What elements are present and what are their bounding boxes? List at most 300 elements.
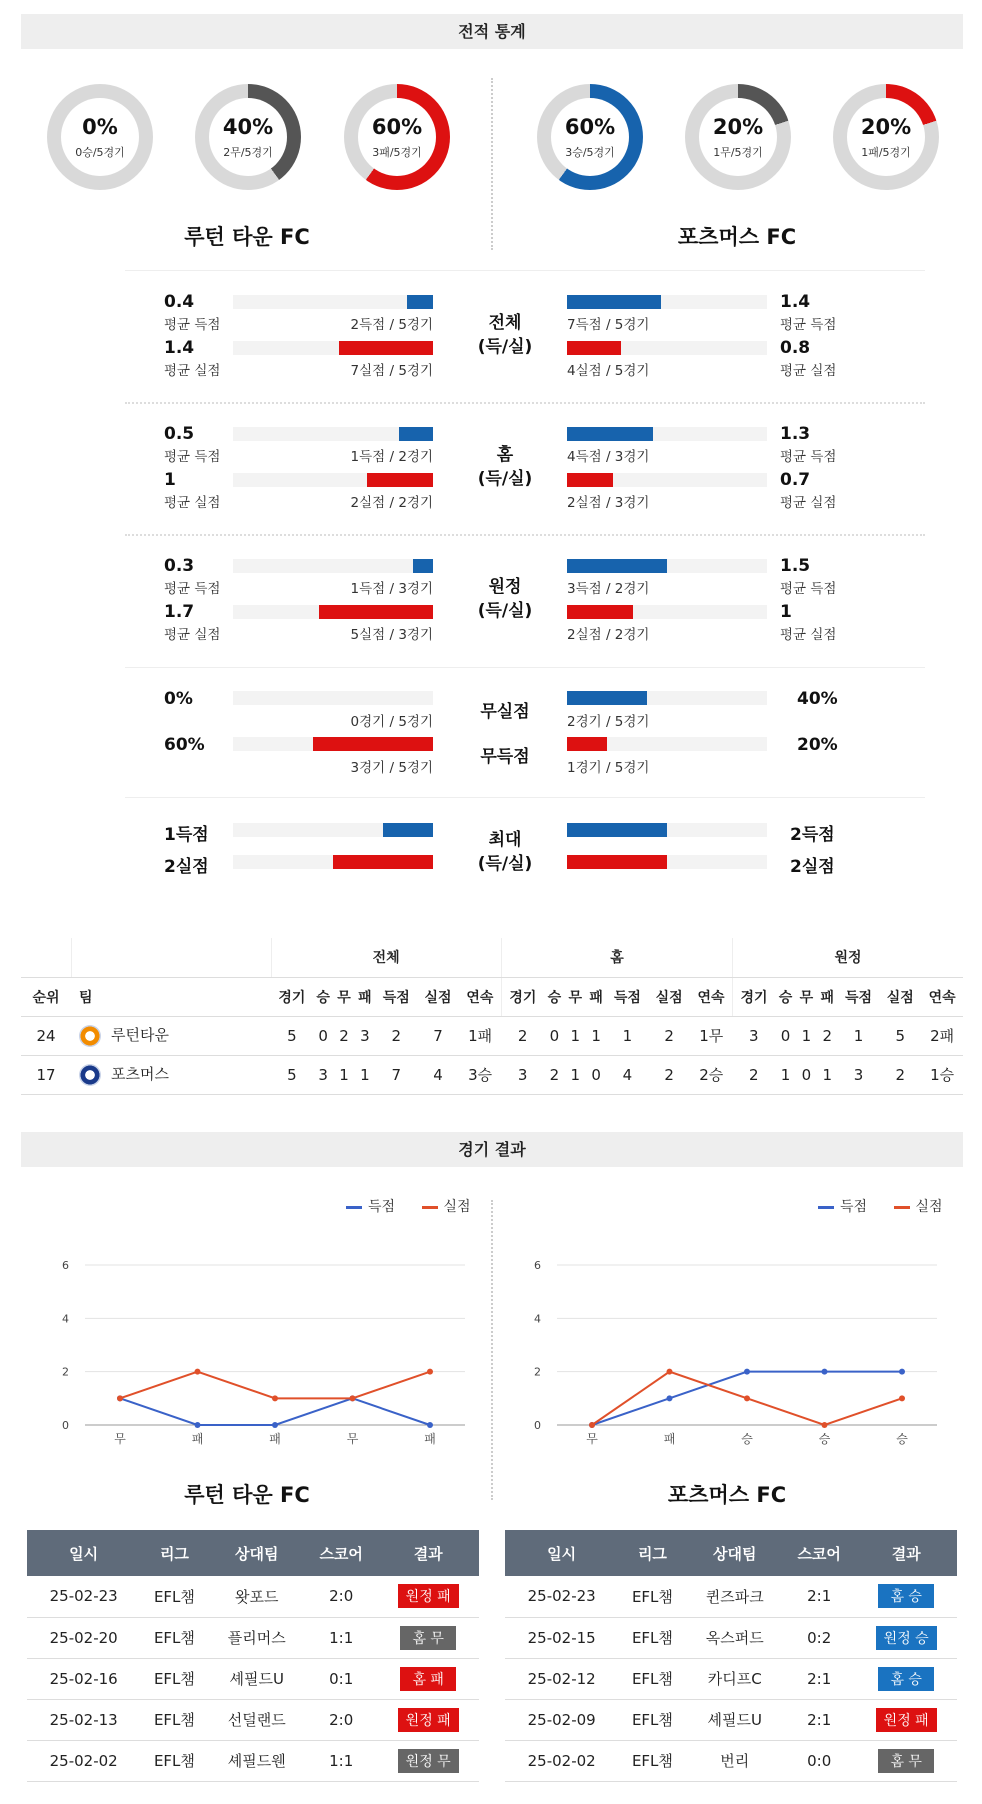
block-label-main: 원정	[488, 577, 522, 597]
team-logo-icon	[79, 1064, 101, 1086]
group-all: 전체	[271, 938, 501, 977]
block-label-sub: (득/실)	[477, 469, 533, 489]
match-date: 25-02-15	[505, 1617, 618, 1658]
x-tick-label: 승	[896, 1432, 908, 1445]
portsmouth-stat-label: 평균 실점	[780, 495, 837, 511]
portsmouth-rate-value: 20%	[797, 735, 838, 755]
stat-cell-home: 1무	[690, 1016, 733, 1055]
portsmouth-results-chart	[527, 1245, 947, 1445]
result-badge: 원정 무	[398, 1749, 459, 1773]
x-tick-label: 승	[818, 1432, 831, 1445]
stat-cell-away: 1	[796, 1016, 817, 1055]
match-league: EFL챔	[140, 1576, 208, 1617]
block-label-sub: (득/실)	[477, 601, 533, 621]
separator	[125, 402, 925, 404]
conceded-point	[899, 1395, 905, 1401]
sub-header: 승	[313, 977, 334, 1016]
match-league: EFL챔	[618, 1617, 686, 1658]
x-tick-label: 승	[741, 1432, 753, 1445]
match-date: 25-02-23	[505, 1576, 618, 1617]
match-row[interactable]	[27, 1699, 479, 1740]
rank-header: 순위	[21, 977, 71, 1016]
x-tick-label: 무	[114, 1432, 126, 1445]
portsmouth-rate-bar	[567, 737, 607, 751]
match-date: 25-02-13	[27, 1699, 140, 1740]
block-label-main: 홈	[496, 445, 514, 465]
stat-cell-all: 1	[334, 1055, 355, 1094]
conceded-line	[120, 1372, 430, 1399]
standings-row	[21, 1016, 963, 1055]
donut-subtext: 2무/5경기	[223, 146, 273, 159]
match-score: 1:1	[305, 1740, 377, 1781]
y-tick-label: 0	[534, 1419, 541, 1432]
match-row[interactable]	[505, 1658, 957, 1699]
donut-percent: 60%	[371, 115, 423, 139]
luton-chart-legend	[346, 1196, 471, 1216]
team-name[interactable]: 포츠머스	[111, 1065, 169, 1084]
stat-cell-all: 1패	[459, 1016, 502, 1055]
donut-percent: 0%	[82, 115, 118, 139]
luton-stat-label: 평균 득점	[164, 581, 221, 597]
stat-cell-home: 1	[565, 1016, 586, 1055]
rank-cell: 24	[21, 1016, 71, 1055]
result-badge: 원정 패	[398, 1708, 459, 1732]
x-tick-label: 패	[424, 1432, 436, 1445]
portsmouth-stat-value: 0.7	[780, 470, 811, 490]
match-result-cell	[855, 1658, 957, 1699]
sub-header: 무	[796, 977, 817, 1016]
match-opponent: 퀸즈파크	[687, 1576, 783, 1617]
stat-cell-home: 0	[586, 1055, 607, 1094]
block-label-main: 전체	[488, 313, 522, 333]
record-donut	[537, 84, 643, 190]
luton-stat-value: 0.4	[164, 292, 195, 312]
portsmouth-stat-bar	[567, 427, 653, 441]
portsmouth-results-title: 포츠머스 FC	[667, 1483, 787, 1507]
portsmouth-stat-caption: 3득점 / 2경기	[567, 581, 650, 597]
match-opponent: 카디프C	[687, 1658, 783, 1699]
match-row[interactable]	[505, 1699, 957, 1740]
sub-header: 실점	[879, 977, 921, 1016]
match-date: 25-02-12	[505, 1658, 618, 1699]
match-score: 2:1	[783, 1658, 855, 1699]
luton-stat-label: 평균 득점	[164, 317, 221, 333]
luton-stat-bar	[367, 473, 433, 487]
legend-conceded: 실점	[894, 1199, 943, 1215]
conceded-point	[117, 1395, 123, 1401]
match-row[interactable]	[27, 1740, 479, 1781]
results-column-header: 리그	[618, 1530, 686, 1576]
luton-stat-label: 평균 실점	[164, 495, 221, 511]
portsmouth-stat-value: 1.4	[780, 292, 811, 312]
portsmouth-stat-caption: 4실점 / 5경기	[567, 363, 650, 379]
conceded-point	[822, 1422, 828, 1428]
match-date: 25-02-09	[505, 1699, 618, 1740]
results-column-header: 리그	[140, 1530, 208, 1576]
results-header: 경기 결과	[21, 1132, 963, 1167]
luton-rate-value: 60%	[164, 735, 205, 755]
match-result-cell	[377, 1617, 479, 1658]
luton-stat-bar	[399, 427, 433, 441]
match-date: 25-02-23	[27, 1576, 140, 1617]
portsmouth-stat-label: 평균 실점	[780, 363, 837, 379]
result-badge: 홈 승	[878, 1667, 934, 1691]
match-score: 0:2	[783, 1617, 855, 1658]
block-label-sub: (득/실)	[477, 337, 533, 357]
luton-stat-caption: 2득점 / 5경기	[350, 317, 433, 333]
match-league: EFL챔	[140, 1740, 208, 1781]
portsmouth-stat-bar	[567, 473, 613, 487]
result-badge: 홈 승	[878, 1584, 934, 1608]
sub-header: 연속	[690, 977, 733, 1016]
max-label-main: 최대	[488, 830, 522, 850]
portsmouth-stat-bar	[567, 295, 661, 309]
portsmouth-stat-caption: 2실점 / 2경기	[567, 627, 650, 643]
stat-cell-away: 1	[817, 1055, 838, 1094]
match-league: EFL챔	[618, 1658, 686, 1699]
y-tick-label: 4	[62, 1312, 69, 1326]
sub-header: 실점	[648, 977, 690, 1016]
luton-stat-value: 1.4	[164, 338, 195, 358]
stat-cell-away: 0	[796, 1055, 817, 1094]
portsmouth-results-table	[505, 1530, 957, 1782]
no-concede-label: 무실점	[480, 702, 530, 722]
conceded-point	[272, 1395, 278, 1401]
luton-results-chart	[55, 1245, 475, 1445]
portsmouth-stat-value: 1.3	[780, 424, 811, 444]
donut-subtext: 1무/5경기	[713, 146, 763, 159]
scored-point	[272, 1422, 278, 1428]
result-badge: 홈 무	[878, 1749, 934, 1773]
match-league: EFL챔	[618, 1740, 686, 1781]
luton-rate-value: 0%	[164, 689, 193, 709]
match-league: EFL챔	[140, 1699, 208, 1740]
results-column-header: 결과	[377, 1530, 479, 1576]
luton-max-bar	[333, 855, 433, 869]
portsmouth-stat-label: 평균 실점	[780, 627, 837, 643]
sub-header: 득점	[607, 977, 649, 1016]
match-opponent: 플리머스	[209, 1617, 305, 1658]
luton-max-value: 2실점	[164, 857, 209, 877]
result-badge: 원정 패	[398, 1584, 459, 1608]
sub-header: 경기	[733, 977, 776, 1016]
scored-point	[899, 1369, 905, 1375]
donut-percent: 20%	[712, 115, 764, 139]
portsmouth-stat-value: 1	[780, 602, 792, 622]
donut-percent: 20%	[860, 115, 912, 139]
portsmouth-stat-label: 평균 득점	[780, 317, 837, 333]
luton-stat-bar	[339, 341, 433, 355]
match-score: 0:0	[783, 1740, 855, 1781]
separator	[125, 797, 925, 798]
results-column-header: 일시	[505, 1530, 618, 1576]
match-opponent: 번리	[687, 1740, 783, 1781]
stat-cell-all: 7	[417, 1016, 459, 1055]
standings-group-header-row	[21, 938, 963, 977]
result-badge: 원정 승	[876, 1626, 937, 1650]
luton-stat-bar	[319, 605, 433, 619]
match-score: 2:1	[783, 1699, 855, 1740]
luton-stat-caption: 1득점 / 2경기	[350, 449, 433, 465]
portsmouth-max-value: 2실점	[790, 857, 835, 877]
match-date: 25-02-16	[27, 1658, 140, 1699]
match-row[interactable]	[505, 1740, 957, 1781]
y-tick-label: 4	[534, 1312, 541, 1326]
match-league: EFL챔	[618, 1576, 686, 1617]
results-column-header: 스코어	[783, 1530, 855, 1576]
x-tick-label: 패	[663, 1432, 676, 1445]
scored-line	[120, 1398, 430, 1425]
luton-stat-value: 0.3	[164, 556, 195, 576]
match-opponent: 옥스퍼드	[687, 1617, 783, 1658]
team-logo-icon	[79, 1025, 101, 1047]
sub-header: 경기	[271, 977, 313, 1016]
donut-subtext: 0승/5경기	[75, 146, 125, 159]
match-date: 25-02-20	[27, 1617, 140, 1658]
luton-stat-value: 1.7	[164, 602, 195, 622]
stat-cell-home: 1	[586, 1016, 607, 1055]
match-row[interactable]	[505, 1617, 957, 1658]
portsmouth-max-value: 2득점	[790, 825, 835, 845]
scored-point	[822, 1369, 828, 1375]
luton-stat-value: 1	[164, 470, 176, 490]
match-result-cell	[377, 1699, 479, 1740]
portsmouth-stat-value: 0.8	[780, 338, 811, 358]
portsmouth-stat-bar	[567, 341, 621, 355]
match-opponent: 선덜랜드	[209, 1699, 305, 1740]
match-league: EFL챔	[140, 1658, 208, 1699]
stat-cell-all: 5	[271, 1055, 313, 1094]
donut-subtext: 1패/5경기	[861, 146, 911, 159]
luton-max-value: 1득점	[164, 825, 209, 845]
sub-header: 패	[586, 977, 607, 1016]
stats-header: 전적 통계	[21, 14, 963, 49]
luton-stat-label: 평균 득점	[164, 449, 221, 465]
sub-header: 연속	[459, 977, 502, 1016]
separator	[125, 534, 925, 536]
sub-header: 패	[817, 977, 838, 1016]
y-tick-label: 2	[62, 1365, 69, 1379]
match-result-cell	[855, 1576, 957, 1617]
sub-header: 득점	[838, 977, 880, 1016]
stat-cell-all: 4	[417, 1055, 459, 1094]
stat-cell-away: 2	[817, 1016, 838, 1055]
match-league: EFL챔	[618, 1699, 686, 1740]
stat-cell-all: 5	[271, 1016, 313, 1055]
result-badge: 홈 무	[400, 1626, 456, 1650]
x-tick-label: 패	[191, 1432, 204, 1445]
results-header-row	[505, 1530, 957, 1576]
luton-stat-caption: 7실점 / 5경기	[350, 363, 433, 379]
stat-cell-all: 2	[375, 1016, 417, 1055]
portsmouth-stat-label: 평균 득점	[780, 581, 837, 597]
record-donut	[195, 84, 301, 190]
stat-cell-away: 1	[775, 1055, 796, 1094]
record-donut	[685, 84, 791, 190]
separator	[125, 667, 925, 668]
match-score: 1:1	[305, 1617, 377, 1658]
luton-max-bar	[383, 823, 433, 837]
sub-header: 연속	[921, 977, 963, 1016]
legend-conceded: 실점	[422, 1199, 471, 1215]
stat-cell-home: 0	[544, 1016, 565, 1055]
record-donut	[344, 84, 450, 190]
stat-cell-away: 2패	[921, 1016, 963, 1055]
portsmouth-team-title: 포츠머스 FC	[677, 225, 797, 249]
portsmouth-stat-caption: 2실점 / 3경기	[567, 495, 650, 511]
luton-stat-value: 0.5	[164, 424, 195, 444]
portsmouth-stat-label: 평균 득점	[780, 449, 837, 465]
block-label	[465, 311, 545, 359]
donut-subtext: 3승/5경기	[565, 146, 615, 159]
stat-cell-home: 3	[501, 1055, 544, 1094]
portsmouth-stat-value: 1.5	[780, 556, 811, 576]
luton-stat-label: 평균 실점	[164, 363, 221, 379]
match-row[interactable]	[27, 1617, 479, 1658]
portsmouth-stat-caption: 7득점 / 5경기	[567, 317, 650, 333]
legend-scored: 득점	[818, 1199, 867, 1215]
rank-cell: 17	[21, 1055, 71, 1094]
group-home: 홈	[501, 938, 732, 977]
results-header-row	[27, 1530, 479, 1576]
x-tick-label: 무	[346, 1432, 359, 1445]
luton-results-table	[27, 1530, 479, 1782]
stat-cell-all: 3승	[459, 1055, 502, 1094]
results-column-header: 결과	[855, 1530, 957, 1576]
luton-stat-caption: 1득점 / 3경기	[350, 581, 433, 597]
portsmouth-rate-caption: 1경기 / 5경기	[567, 760, 650, 776]
conceded-point	[744, 1395, 750, 1401]
sub-header: 경기	[501, 977, 544, 1016]
match-opponent: 셰필드U	[209, 1658, 305, 1699]
y-tick-label: 2	[534, 1365, 541, 1379]
stat-cell-all: 2	[334, 1016, 355, 1055]
match-result-cell	[377, 1658, 479, 1699]
match-score: 2:1	[783, 1576, 855, 1617]
match-result-cell	[855, 1740, 957, 1781]
match-date: 25-02-02	[505, 1740, 618, 1781]
stat-cell-home: 4	[607, 1055, 649, 1094]
team-cell[interactable]	[71, 1055, 271, 1094]
match-row[interactable]	[505, 1576, 957, 1617]
results-column-header: 스코어	[305, 1530, 377, 1576]
match-row[interactable]	[27, 1576, 479, 1617]
max-label	[465, 828, 545, 876]
standings-sub-header-row	[21, 977, 963, 1016]
scored-point	[744, 1369, 750, 1375]
portsmouth-stat-bar	[567, 605, 633, 619]
group-away: 원정	[733, 938, 963, 977]
luton-rate-bar	[313, 737, 433, 751]
portsmouth-rate-bar	[567, 691, 647, 705]
match-row[interactable]	[27, 1658, 479, 1699]
match-result-cell	[855, 1617, 957, 1658]
sub-header: 승	[544, 977, 565, 1016]
match-date: 25-02-02	[27, 1740, 140, 1781]
stat-cell-away: 1	[838, 1016, 880, 1055]
stat-cell-home: 2	[501, 1016, 544, 1055]
match-opponent: 왓포드	[209, 1576, 305, 1617]
donut-subtext: 3패/5경기	[372, 146, 422, 159]
luton-results-title: 루턴 타운 FC	[184, 1483, 310, 1507]
record-donut	[833, 84, 939, 190]
stat-cell-away: 2	[879, 1055, 921, 1094]
stat-cell-home: 2	[648, 1016, 690, 1055]
stat-cell-all: 3	[313, 1055, 334, 1094]
match-score: 0:1	[305, 1658, 377, 1699]
x-tick-label: 패	[269, 1432, 281, 1445]
max-label-sub: (득/실)	[477, 854, 533, 874]
donut-percent: 60%	[564, 115, 616, 139]
divider	[491, 78, 493, 250]
results-column-header: 상대팀	[209, 1530, 305, 1576]
match-score: 2:0	[305, 1699, 377, 1740]
stat-cell-away: 5	[879, 1016, 921, 1055]
donut-percent: 40%	[222, 115, 274, 139]
team-name[interactable]: 루턴타운	[111, 1026, 169, 1045]
match-league: EFL챔	[140, 1617, 208, 1658]
scored-point	[195, 1422, 201, 1428]
luton-team-title: 루턴 타운 FC	[184, 225, 310, 249]
stat-cell-away: 2	[733, 1055, 776, 1094]
luton-stat-label: 평균 실점	[164, 627, 221, 643]
stat-cell-away: 3	[733, 1016, 776, 1055]
portsmouth-max-bar	[567, 823, 667, 837]
results-column-header: 상대팀	[687, 1530, 783, 1576]
stat-cell-all: 1	[355, 1055, 376, 1094]
luton-stat-caption: 5실점 / 3경기	[350, 627, 433, 643]
portsmouth-rate-caption: 2경기 / 5경기	[567, 714, 650, 730]
portsmouth-chart-legend	[818, 1196, 943, 1216]
conceded-point	[195, 1369, 201, 1375]
no-score-label: 무득점	[480, 747, 530, 767]
block-label	[465, 575, 545, 623]
match-opponent: 셰필드웬	[209, 1740, 305, 1781]
y-tick-label: 6	[62, 1259, 69, 1272]
match-result-cell	[377, 1576, 479, 1617]
y-tick-label: 6	[534, 1259, 541, 1272]
portsmouth-rate-value: 40%	[797, 689, 838, 709]
conceded-point	[589, 1422, 595, 1428]
legend-scored: 득점	[346, 1199, 395, 1215]
bar-track	[233, 295, 433, 309]
x-tick-label: 무	[586, 1432, 598, 1445]
match-score: 2:0	[305, 1576, 377, 1617]
stat-cell-home: 2	[648, 1055, 690, 1094]
team-cell[interactable]	[71, 1016, 271, 1055]
stat-cell-home: 1	[607, 1016, 649, 1055]
standings-row	[21, 1055, 963, 1094]
luton-stat-bar	[413, 559, 433, 573]
stat-cell-all: 3	[355, 1016, 376, 1055]
conceded-point	[667, 1369, 673, 1375]
results-column-header: 일시	[27, 1530, 140, 1576]
y-tick-label: 0	[62, 1419, 69, 1432]
sub-header: 득점	[375, 977, 417, 1016]
portsmouth-max-bar	[567, 855, 667, 869]
standings-table	[21, 938, 963, 1095]
luton-rate-caption: 3경기 / 5경기	[350, 760, 433, 776]
result-badge: 홈 패	[400, 1667, 456, 1691]
stat-cell-home: 1	[565, 1055, 586, 1094]
stat-cell-away: 1승	[921, 1055, 963, 1094]
sub-header: 승	[775, 977, 796, 1016]
sub-header: 실점	[417, 977, 459, 1016]
results-divider	[491, 1200, 493, 1500]
conceded-point	[350, 1395, 356, 1401]
portsmouth-stat-bar	[567, 559, 667, 573]
luton-stat-caption: 2실점 / 2경기	[350, 495, 433, 511]
